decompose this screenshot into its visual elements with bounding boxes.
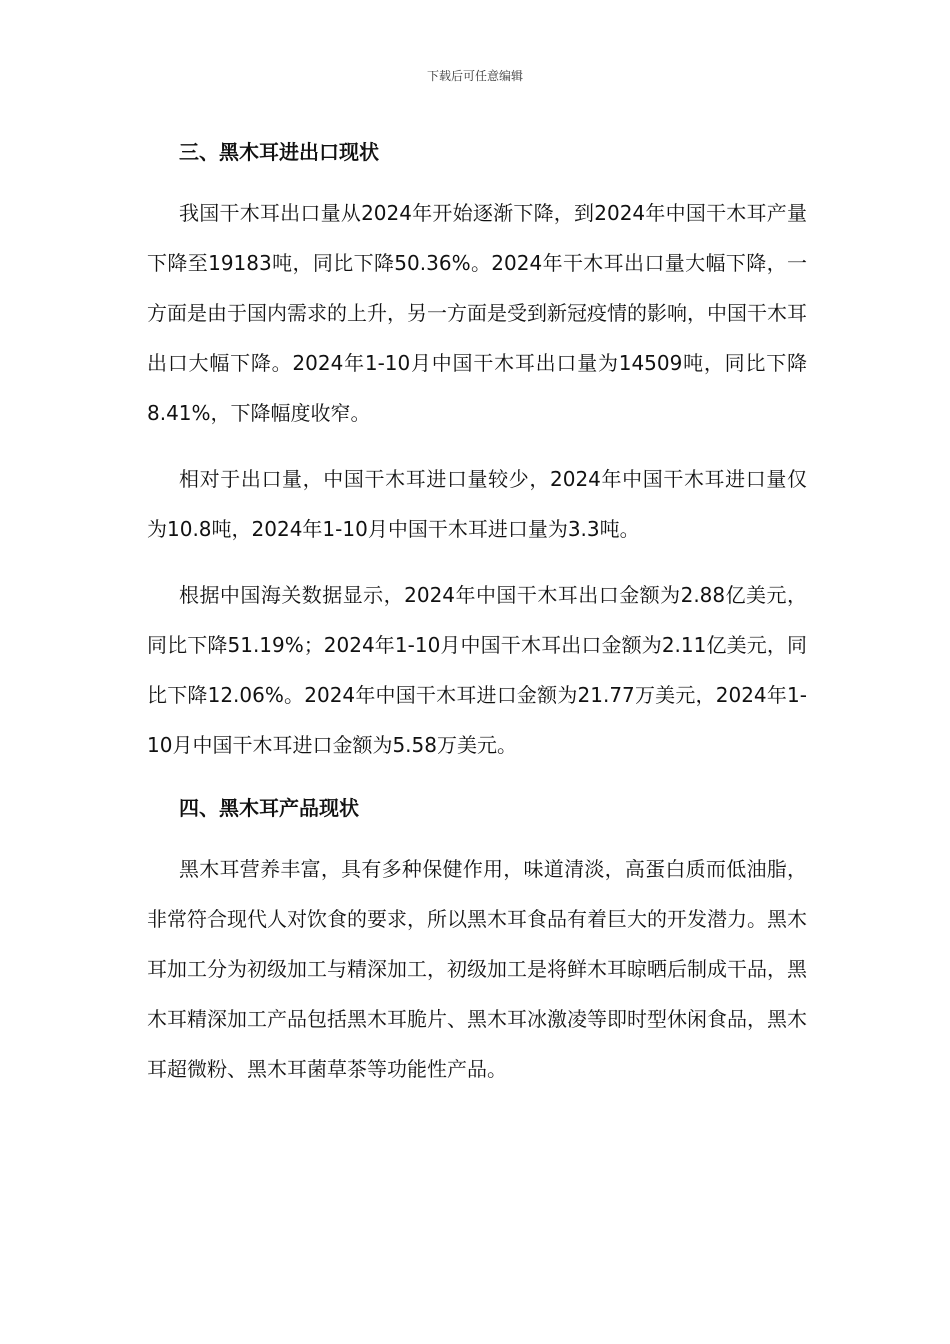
document-body	[147, 130, 807, 1094]
section-heading-products: 四、黑木耳产品现状	[179, 796, 359, 820]
paragraph-trade-value: 根据中国海关数据显示，2024年中国干木耳出口金额为2.88亿美元，同比下降51.19%；2024年1-10月中国干木耳出口金额为2.11亿美元，同比下降12.06%。2024年中国干木耳进口金额为21.77万美元，2024年1-10月中国干木耳进口金额为5.58万美元。	[147, 583, 807, 757]
section-heading-imports-exports: 三、黑木耳进出口现状	[179, 140, 379, 164]
paragraph-export-volume: 我国干木耳出口量从2024年开始逐渐下降，到2024年中国干木耳产量下降至19183吨，同比下降50.36%。2024年干木耳出口量大幅下降，一方面是由于国内需求的上升，另一方面是受到新冠疫情的影响，中国干木耳出口大幅下降。2024年1-10月中国干木耳出口量为14509吨，同比下降8.41%，下降幅度收窄。	[147, 201, 807, 425]
header-note: 下载后可任意编辑	[426, 69, 523, 83]
paragraph-import-volume: 相对于出口量，中国干木耳进口量较少，2024年中国干木耳进口量仅为10.8吨，2024年1-10月中国干木耳进口量为3.3吨。	[147, 467, 807, 541]
paragraph-products: 黑木耳营养丰富，具有多种保健作用，味道清淡，高蛋白质而低油脂，非常符合现代人对饮食的要求，所以黑木耳食品有着巨大的开发潜力。黑木耳加工分为初级加工与精深加工，初级加工是将鲜木耳晾晒后制成干品，黑木耳精深加工产品包括黑木耳脆片、黑木耳冰激凌等即时型休闲食品，黑木耳超微粉、黑木耳菌草茶等功能性产品。	[147, 857, 807, 1081]
